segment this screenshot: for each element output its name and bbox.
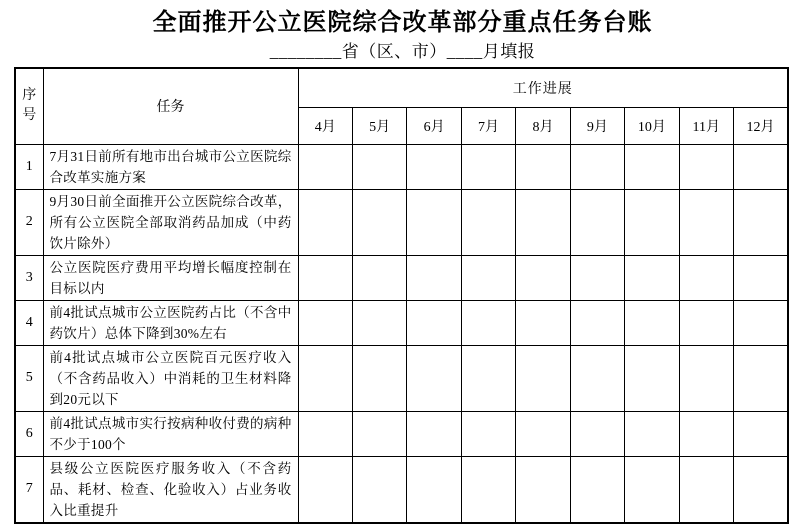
progress-cell-empty: [407, 189, 461, 255]
progress-cell-empty: [625, 189, 679, 255]
progress-cell-empty: [570, 456, 624, 523]
progress-cell-empty: [352, 189, 406, 255]
progress-cell-empty: [679, 456, 733, 523]
progress-cell-empty: [625, 144, 679, 189]
row-index: 2: [15, 189, 43, 255]
header-month: 10月: [625, 107, 679, 144]
progress-cell-empty: [298, 456, 352, 523]
progress-cell-empty: [298, 411, 352, 456]
header-month: 11月: [679, 107, 733, 144]
progress-cell-empty: [516, 189, 570, 255]
task-text: 前4批试点城市实行按病种收付费的病种不少于100个: [43, 411, 298, 456]
task-text: 9月30日前全面推开公立医院综合改革，所有公立医院全部取消药品加成（中药饮片除外）: [43, 189, 298, 255]
progress-cell-empty: [570, 345, 624, 411]
progress-cell-empty: [407, 144, 461, 189]
progress-cell-empty: [461, 255, 515, 300]
progress-cell-empty: [516, 456, 570, 523]
progress-cell-empty: [625, 300, 679, 345]
task-text: 7月31日前所有地市出台城市公立医院综合改革实施方案: [43, 144, 298, 189]
progress-cell-empty: [570, 255, 624, 300]
progress-cell-empty: [352, 144, 406, 189]
progress-cell-empty: [298, 189, 352, 255]
progress-cell-empty: [734, 456, 789, 523]
progress-cell-empty: [461, 456, 515, 523]
progress-cell-empty: [352, 456, 406, 523]
header-month: 7月: [461, 107, 515, 144]
header-progress: 工作进展: [298, 68, 788, 107]
progress-cell-empty: [679, 189, 733, 255]
progress-cell-empty: [679, 255, 733, 300]
table-row: [15, 300, 788, 345]
task-text: 前4批试点城市公立医院药占比（不含中药饮片）总体下降到30%左右: [43, 300, 298, 345]
header-index: 序号: [15, 68, 43, 144]
progress-cell-empty: [734, 144, 789, 189]
progress-cell-empty: [461, 411, 515, 456]
progress-cell-empty: [625, 255, 679, 300]
row-index: 1: [15, 144, 43, 189]
header-month: 5月: [352, 107, 406, 144]
table-row: [15, 144, 788, 189]
row-index: 7: [15, 456, 43, 523]
progress-cell-empty: [407, 300, 461, 345]
progress-cell-empty: [516, 144, 570, 189]
header-row-group: [15, 68, 788, 107]
page-subtitle: ________省（区、市）____月填报: [269, 42, 536, 61]
progress-cell-empty: [516, 300, 570, 345]
task-text: 前4批试点城市公立医院百元医疗收入（不含药品收入）中消耗的卫生材料降到20元以下: [43, 345, 298, 411]
progress-cell-empty: [679, 411, 733, 456]
progress-cell-empty: [570, 411, 624, 456]
progress-cell-empty: [407, 255, 461, 300]
task-text: 公立医院医疗费用平均增长幅度控制在目标以内: [43, 255, 298, 300]
progress-cell-empty: [570, 300, 624, 345]
progress-cell-empty: [516, 411, 570, 456]
progress-cell-empty: [570, 144, 624, 189]
task-text: 县级公立医院医疗服务收入（不含药品、耗材、检查、化验收入）占业务收入比重提升: [43, 456, 298, 523]
progress-cell-empty: [352, 345, 406, 411]
progress-cell-empty: [734, 300, 789, 345]
progress-cell-empty: [734, 189, 789, 255]
header-month: 4月: [298, 107, 352, 144]
progress-cell-empty: [734, 255, 789, 300]
progress-cell-empty: [679, 300, 733, 345]
progress-cell-empty: [407, 345, 461, 411]
progress-cell-empty: [625, 456, 679, 523]
progress-cell-empty: [516, 255, 570, 300]
table-row: [15, 411, 788, 456]
progress-cell-empty: [461, 345, 515, 411]
progress-cell-empty: [625, 345, 679, 411]
header-task: 任务: [43, 68, 298, 144]
table-row: [15, 189, 788, 255]
progress-cell-empty: [625, 411, 679, 456]
progress-cell-empty: [461, 144, 515, 189]
progress-cell-empty: [352, 255, 406, 300]
progress-cell-empty: [570, 189, 624, 255]
progress-cell-empty: [734, 411, 789, 456]
progress-cell-empty: [679, 144, 733, 189]
table-row: [15, 255, 788, 300]
progress-cell-empty: [407, 456, 461, 523]
progress-cell-empty: [298, 345, 352, 411]
table-row: [15, 345, 788, 411]
progress-cell-empty: [407, 411, 461, 456]
row-index: 4: [15, 300, 43, 345]
header-month: 12月: [734, 107, 789, 144]
row-index: 3: [15, 255, 43, 300]
table-row: [15, 456, 788, 523]
progress-cell-empty: [298, 255, 352, 300]
progress-cell-empty: [352, 411, 406, 456]
progress-cell-empty: [734, 345, 789, 411]
header-month: 9月: [570, 107, 624, 144]
progress-cell-empty: [352, 300, 406, 345]
progress-cell-empty: [298, 144, 352, 189]
progress-cell-empty: [516, 345, 570, 411]
progress-cell-empty: [679, 345, 733, 411]
task-ledger-table: [14, 67, 789, 524]
header-month: 8月: [516, 107, 570, 144]
row-index: 5: [15, 345, 43, 411]
progress-cell-empty: [461, 189, 515, 255]
header-month: 6月: [407, 107, 461, 144]
progress-cell-empty: [298, 300, 352, 345]
row-index: 6: [15, 411, 43, 456]
progress-cell-empty: [461, 300, 515, 345]
page-title: 全面推开公立医院综合改革部分重点任务台账: [152, 10, 653, 36]
